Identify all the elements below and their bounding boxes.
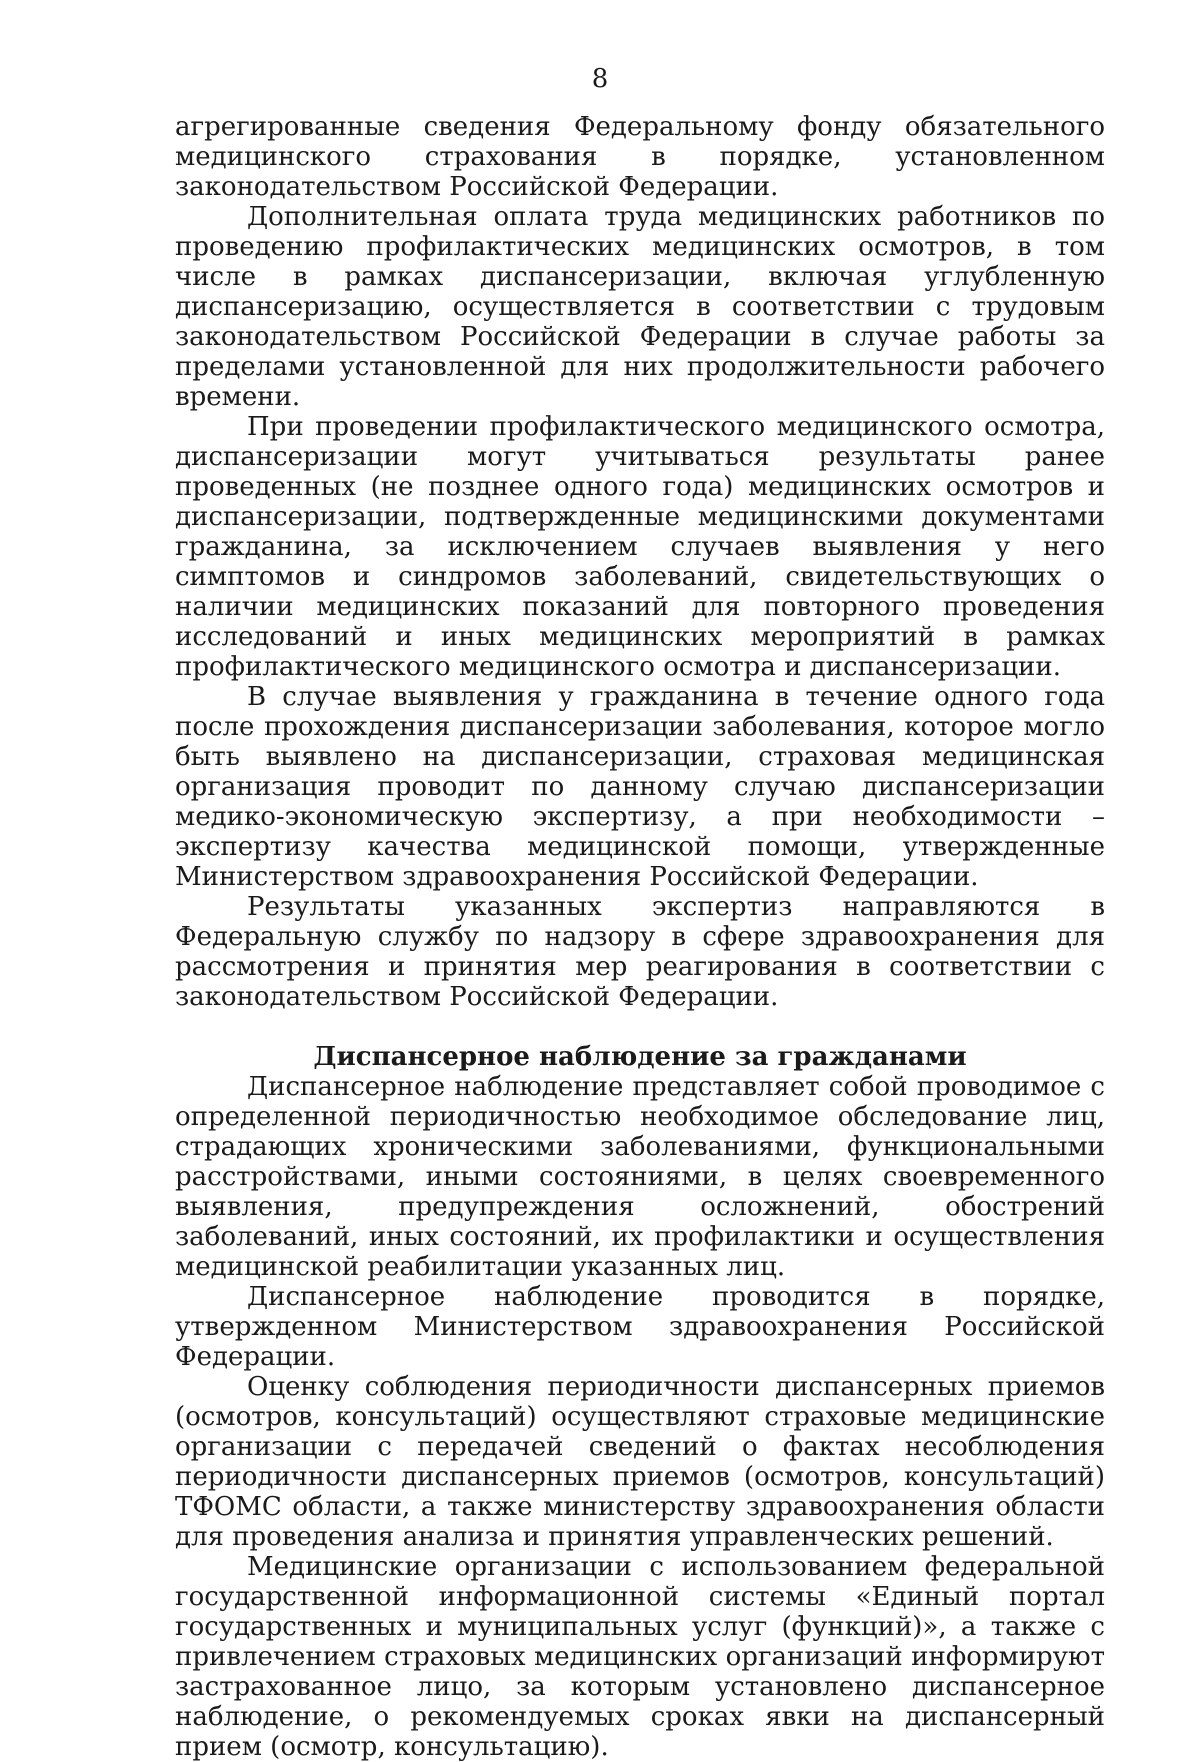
- page-number: 8: [591, 64, 609, 94]
- section-heading: Диспансерное наблюдение за гражданами: [313, 1042, 967, 1072]
- document-body: [175, 112, 1105, 1762]
- paragraph-additional-pay: Дополнительная оплата труда медицинских работников по проведению профилактических медицинских осмотров, в том числе в рамках диспансеризации, включая углубленную диспансеризацию, осуществляется в соответствии с трудовым законодательством Российской Федерации в случае работы за пределами установленной для них продолжительности рабочего времени.: [175, 202, 1105, 412]
- paragraph-dispensary-definition: Диспансерное наблюдение представляет собой проводимое с определенной периодичностью необходимое обследование лиц, страдающих хроническими заболеваниями, функциональными расстройствами, иными состояниями, в целях своевременного выявления, предупреждения осложнений, обострений заболеваний, иных состояний, их профилактики и осуществления медицинской реабилитации указанных лиц.: [175, 1072, 1105, 1282]
- paragraph-informing: Медицинские организации с использованием федеральной государственной информационной системы «Единый портал государственных и муниципальных услуг (функций)», а также с привлечением страховых медицинских организаций информируют застрахованное лицо, за которым установлено диспансерное наблюдение, о рекомендуемых сроках явки на диспансерный прием (осмотр, консультацию).: [175, 1552, 1105, 1762]
- paragraph-expertise-results: Результаты указанных экспертиз направляются в Федеральную службу по надзору в сфере здравоохранения для рассмотрения и принятия мер реагирования в соответствии с законодательством Российской Федерации.: [175, 892, 1105, 1012]
- paragraph-periodicity-assessment: Оценку соблюдения периодичности диспансерных приемов (осмотров, консультаций) осуществляют страховые медицинские организации с передачей сведений о фактах несоблюдения периодичности диспансерных приемов (осмотров, консультаций) ТФОМС области, а также министерству здравоохранения области для проведения анализа и принятия управленческих решений.: [175, 1372, 1105, 1552]
- paragraph-dispensary-procedure: Диспансерное наблюдение проводится в порядке, утвержденном Министерством здравоохранения Российской Федерации.: [175, 1282, 1105, 1372]
- paragraph-expertise: В случае выявления у гражданина в течение одного года после прохождения диспансеризации заболевания, которое могло быть выявлено на диспансеризации, страховая медицинская организация проводит по данному случаю диспансеризации медико-экономическую экспертизу, а при необходимости – экспертизу качества медицинской помощи, утвержденные Министерством здравоохранения Российской Федерации.: [175, 682, 1105, 892]
- paragraph-continuation: агрегированные сведения Федеральному фонду обязательного медицинского страхования в порядке, установленном законодательством Российской Федерации.: [175, 112, 1105, 202]
- paragraph-previous-results: При проведении профилактического медицинского осмотра, диспансеризации могут учитываться результаты ранее проведенных (не позднее одного года) медицинских осмотров и диспансеризации, подтвержденные медицинскими документами гражданина, за исключением случаев выявления у него симптомов и синдромов заболеваний, свидетельствующих о наличии медицинских показаний для повторного проведения исследований и иных медицинских мероприятий в рамках профилактического медицинского осмотра и диспансеризации.: [175, 412, 1105, 682]
